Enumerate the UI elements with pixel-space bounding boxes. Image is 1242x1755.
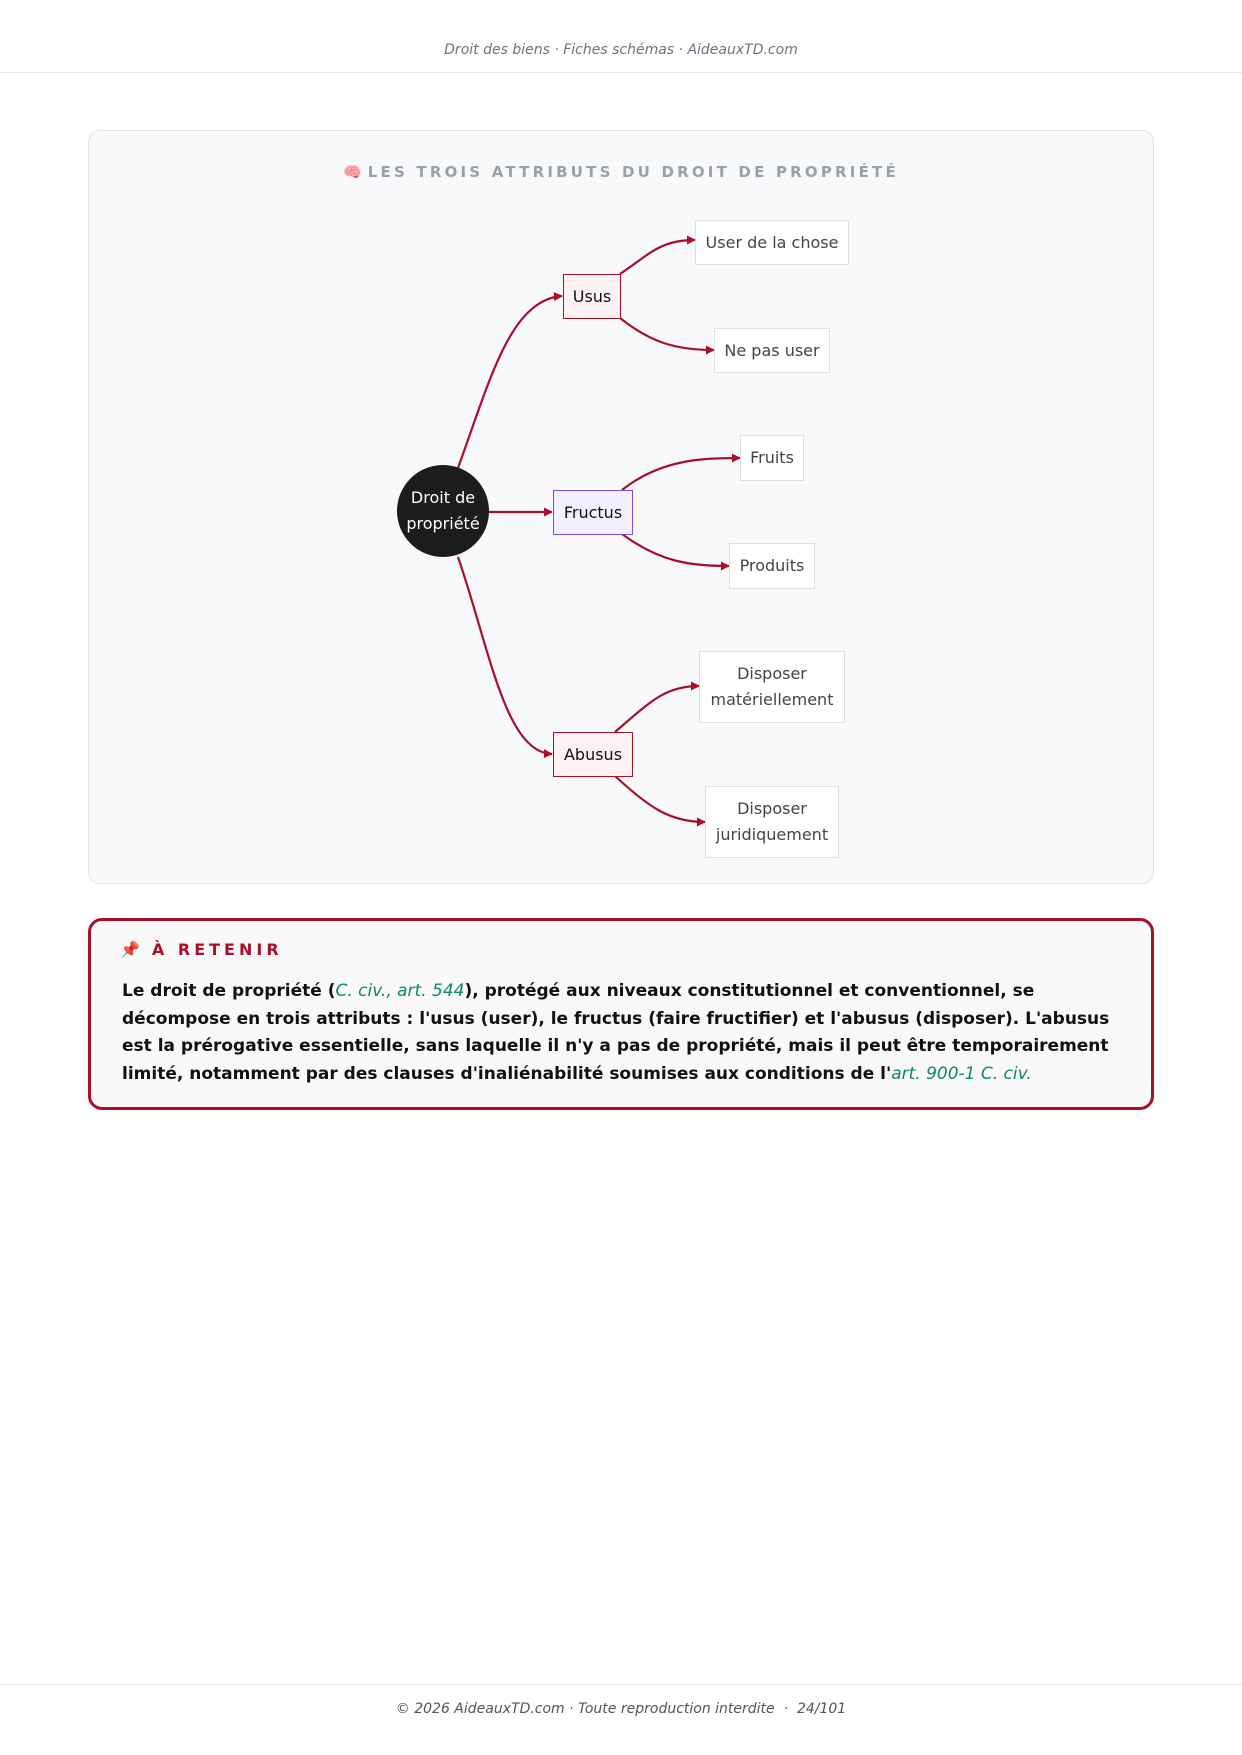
footer-copyright: © 2026 AideauxTD.com · Toute reproduction interdite [395, 1701, 775, 1717]
edge-usus-nepas [620, 318, 714, 350]
leaf-label-line-2: matériellement [710, 690, 834, 709]
legal-reference-art-544: C. civ., art. 544 [335, 981, 465, 1001]
page-footer [0, 1684, 1242, 1755]
leaf-ne-pas-user [714, 328, 830, 373]
leaf-user-de-la-chose [695, 220, 849, 265]
root-label-line-2: propriété [406, 514, 480, 533]
leaf-label-line-2: juridiquement [715, 825, 829, 844]
edge-abusus-juridique [615, 776, 705, 822]
pushpin-icon: 📌 [120, 940, 140, 959]
retain-text-part-2: ), protégé aux niveaux constitutionnel et conventionnel, se décompose en trois attributs : l'usus (user), le fructus (faire fructifier) et l'abusus (disposer). L'abusus est la prérogative essentielle, sans laquelle il n'y a pas de propriété, mais il peut être temporairement limité, notamment par des clauses d'inaliénabilité soumises aux conditions de l' [122, 981, 1110, 1084]
node-abusus [553, 732, 633, 777]
page-number: 24/101 [796, 1701, 847, 1717]
leaf-disposer-materiellement [699, 651, 845, 723]
root-label-line-1: Droit de [410, 488, 476, 507]
leaf-label: Ne pas user [724, 340, 820, 360]
retain-title [120, 940, 283, 959]
legal-reference-art-900-1: art. 900-1 C. civ. [891, 1063, 1032, 1084]
edge-abusus-materiel [615, 686, 699, 732]
leaf-label: User de la chose [705, 232, 839, 252]
brain-icon: 🧠 [343, 163, 362, 181]
edge-root-usus [458, 296, 562, 468]
leaf-produits [729, 543, 815, 589]
retain-text-part-1: Le droit de propriété ( [122, 981, 336, 1001]
leaf-disposer-juridiquement [705, 786, 839, 858]
leaf-label: Produits [739, 556, 805, 575]
edge-fructus-fruits [622, 458, 740, 490]
leaf-label: Fruits [750, 448, 794, 467]
leaf-fruits [740, 435, 804, 481]
root-node [397, 465, 489, 557]
running-title: Droit des biens · Fiches schémas · AideauxTD.com [444, 42, 798, 58]
node-fructus [553, 490, 633, 535]
leaf-label-line-1: Disposer [737, 664, 807, 683]
footer-separator: · [783, 1701, 789, 1717]
retain-text [122, 978, 1122, 1088]
node-usus-label: Usus [572, 286, 612, 306]
edge-root-abusus [458, 557, 552, 754]
diagram-title-text: LES TROIS ATTRIBUTS DU DROIT DE PROPRIÉTÉ [367, 163, 899, 181]
leaf-label-line-1: Disposer [737, 799, 807, 818]
retain-title-text: À RETENIR [151, 940, 283, 959]
node-fructus-label: Fructus [563, 502, 623, 522]
node-usus [563, 274, 621, 319]
edge-usus-user [620, 240, 695, 274]
node-abusus-label: Abusus [563, 744, 623, 764]
edge-fructus-produits [622, 534, 729, 566]
